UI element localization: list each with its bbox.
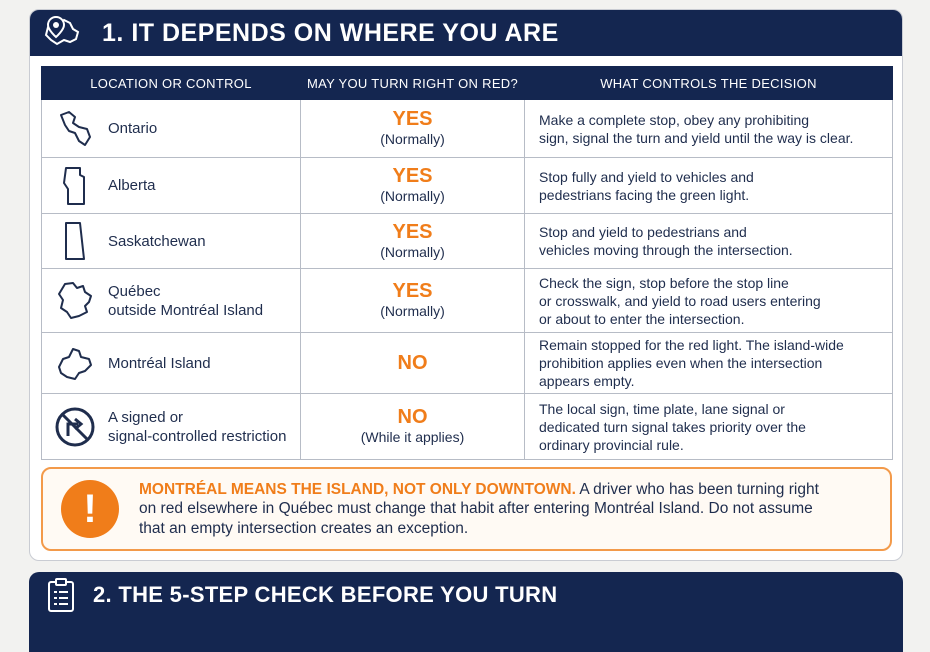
exclamation-icon: ! bbox=[61, 480, 119, 538]
control-line: Remain stopped for the red light. The island-wide bbox=[539, 337, 844, 353]
location-cell bbox=[42, 333, 301, 394]
column-header: LOCATION OR CONTROL bbox=[42, 67, 301, 100]
column-header: WHAT CONTROLS THE DECISION bbox=[525, 67, 893, 100]
control-line: or about to enter the intersection. bbox=[539, 310, 745, 327]
control-line: The local sign, time plate, lane signal or bbox=[539, 400, 785, 417]
location-cell bbox=[42, 100, 301, 158]
answer-value: YES bbox=[392, 108, 433, 130]
table-row bbox=[42, 394, 893, 460]
table-row bbox=[42, 269, 893, 333]
location-sublabel: signal-controlled restriction bbox=[108, 427, 287, 445]
section-1-header bbox=[30, 10, 902, 56]
answer-value: NO bbox=[397, 351, 428, 374]
location-label: A signed or bbox=[108, 408, 184, 426]
location-sublabel: outside Montréal Island bbox=[108, 301, 264, 319]
section-1-card bbox=[29, 9, 903, 561]
control-line: ordinary provincial rule. bbox=[539, 436, 684, 453]
control-line: or crosswalk, and yield to road users entering bbox=[539, 292, 821, 309]
answer-value: NO bbox=[397, 406, 428, 428]
answer-cell bbox=[301, 100, 525, 158]
saskatchewan-map-icon bbox=[42, 220, 108, 262]
table-row bbox=[42, 158, 893, 214]
map-pin-icon bbox=[38, 10, 86, 56]
location-label: Saskatchewan bbox=[108, 232, 206, 250]
answer-note: (Normally) bbox=[380, 243, 445, 260]
alberta-map-icon bbox=[42, 165, 108, 207]
answer-note: (Normally) bbox=[380, 188, 445, 204]
location-label: Alberta bbox=[108, 177, 156, 194]
callout-text bbox=[139, 480, 839, 539]
control-line: pedestrians facing the green light. bbox=[539, 186, 750, 203]
column-header: MAY YOU TURN RIGHT ON RED? bbox=[301, 67, 525, 100]
answer-cell bbox=[301, 214, 525, 269]
table-row bbox=[42, 333, 893, 394]
location-cell bbox=[42, 269, 301, 333]
callout-body: A driver who has been turning right on red elsewhere in Québec must change that habit after entering Montréal Island. Do not assume that an empty intersection creates an exception. bbox=[139, 480, 819, 537]
control-line: sign, signal the turn and yield until the way is clear. bbox=[539, 129, 854, 146]
rules-table bbox=[41, 66, 893, 460]
no-right-turn-icon bbox=[42, 406, 108, 448]
clipboard-icon bbox=[37, 572, 85, 618]
quebec-map-icon bbox=[42, 280, 108, 322]
control-cell bbox=[525, 100, 893, 158]
table-row bbox=[42, 100, 893, 158]
answer-cell bbox=[301, 158, 525, 214]
control-cell bbox=[525, 214, 893, 269]
answer-note: (Normally) bbox=[380, 303, 445, 319]
montreal-island-map-icon bbox=[42, 343, 108, 383]
control-cell bbox=[525, 269, 893, 333]
answer-cell bbox=[301, 333, 525, 394]
control-line: vehicles moving through the intersection. bbox=[539, 242, 793, 258]
answer-value: YES bbox=[392, 220, 433, 243]
answer-value: YES bbox=[392, 165, 433, 187]
control-line: dedicated turn signal takes priority over the bbox=[539, 418, 806, 435]
table-header-row bbox=[42, 67, 893, 100]
control-line: prohibition applies even when the intersection bbox=[539, 355, 823, 371]
answer-value: YES bbox=[392, 280, 433, 302]
warning-callout bbox=[41, 467, 892, 551]
location-cell bbox=[42, 158, 301, 214]
answer-cell bbox=[301, 394, 525, 460]
control-cell bbox=[525, 158, 893, 214]
section-1-title: 1. IT DEPENDS ON WHERE YOU ARE bbox=[102, 18, 559, 47]
control-line: appears empty. bbox=[539, 373, 635, 389]
control-line: Make a complete stop, obey any prohibiting bbox=[539, 111, 810, 128]
section-2-header bbox=[29, 572, 903, 652]
callout-lead: MONTRÉAL MEANS THE ISLAND, NOT ONLY DOWNTOWN. bbox=[139, 480, 576, 498]
control-cell bbox=[525, 394, 893, 460]
location-label: Ontario bbox=[108, 120, 158, 137]
control-line: Stop fully and yield to vehicles and bbox=[539, 168, 754, 185]
answer-note: (While it applies) bbox=[360, 429, 465, 445]
table-row bbox=[42, 214, 893, 269]
location-label: Québec bbox=[108, 282, 161, 300]
location-label: Montréal Island bbox=[108, 354, 211, 372]
answer-note: (Normally) bbox=[380, 131, 445, 147]
location-cell bbox=[42, 394, 301, 460]
ontario-map-icon bbox=[42, 109, 108, 149]
control-line: Stop and yield to pedestrians and bbox=[539, 224, 747, 240]
section-2-title: 2. THE 5-STEP CHECK BEFORE YOU TURN bbox=[93, 582, 558, 607]
control-cell bbox=[525, 333, 893, 394]
answer-cell bbox=[301, 269, 525, 333]
control-line: Check the sign, stop before the stop line bbox=[539, 274, 789, 291]
location-cell bbox=[42, 214, 301, 269]
